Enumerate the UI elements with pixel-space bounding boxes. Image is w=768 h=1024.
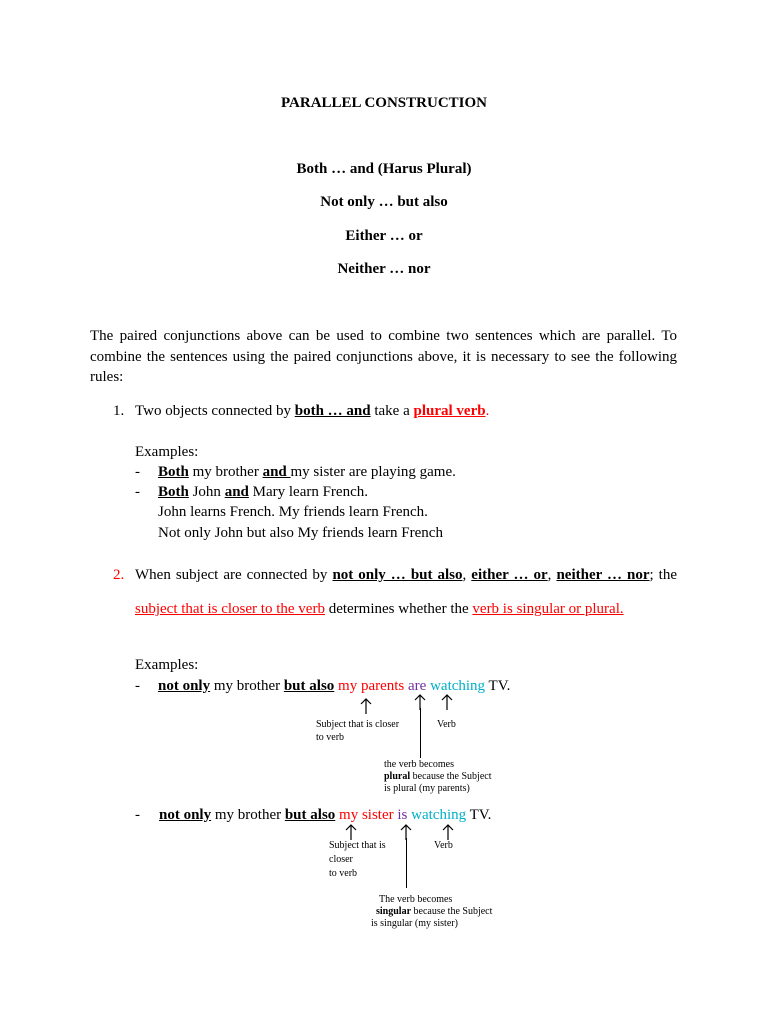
ex1-verb-note: Verb (437, 719, 456, 730)
connector-line (406, 838, 407, 888)
rule2-text-line2: subject that is closer to the verb determines whether the verb is singular or plural. (135, 601, 624, 617)
pair-both-and: Both … and (Harus Plural) (296, 161, 472, 177)
rule2-text: When subject are connected by not only … but also, either … or, neither … nor; the (135, 567, 677, 583)
rule1-ex4: Not only John but also My friends learn French (158, 525, 443, 541)
rule1-number: 1. (113, 403, 125, 419)
ex2-verb-note-3: is singular (my sister) (371, 918, 458, 929)
pair-either-or: Either … or (345, 228, 423, 244)
ex2-verb-note-2: singular because the Subject (376, 906, 493, 917)
intro-paragraph: The paired conjunctions above can be used to combine two sentences which are parallel. To combine the sentences using the paired conjunctions above, it is necessary to see the following rules: (90, 328, 677, 385)
ex2-subject-note-3: to verb (329, 868, 358, 879)
rule1-text: Two objects connected by both … and take a plural verb. (135, 403, 490, 419)
page-title: PARALLEL CONSTRUCTION (280, 95, 487, 111)
connector-line (420, 708, 421, 758)
pair-not-only-but-also: Not only … but also (320, 194, 448, 210)
rule1-ex2: Both John and Mary learn French. (158, 484, 368, 500)
ex1-subject-note-1: Subject that is closer (316, 719, 400, 730)
arrow-up-icon (360, 698, 372, 714)
rule1-ex1: Both my brother and my sister are playing game. (158, 464, 456, 480)
ex1-verb-note-1: the verb becomes (384, 759, 454, 770)
rule2-number: 2. (113, 567, 125, 583)
rule1-examples-label: Examples: (135, 444, 199, 460)
rule2-examples-label: Examples: (135, 657, 199, 673)
rule2-ex1-dash: - (135, 678, 140, 694)
ex1-subject-note-2: to verb (316, 732, 345, 743)
arrow-up-icon (442, 824, 454, 840)
ex1-verb-note-2: plural because the Subject (384, 771, 492, 782)
rule1-ex3: John learns French. My friends learn French. (158, 504, 428, 520)
ex2-subject-note-1: Subject that is (329, 840, 386, 851)
rule2-ex2-dash: - (135, 807, 140, 823)
pair-neither-nor: Neither … nor (337, 261, 431, 277)
ex2-subject-note-2: closer (329, 854, 353, 865)
arrow-up-icon (441, 694, 453, 710)
ex1-verb-note-3: is plural (my parents) (384, 783, 470, 794)
arrow-up-icon (345, 824, 357, 840)
ex2-verb-note-1: The verb becomes (379, 894, 453, 905)
rule1-ex2-dash: - (135, 484, 140, 500)
rule1-ex1-dash: - (135, 464, 140, 480)
rule2-ex1-sentence: not only my brother but also my parents are watching TV. (158, 678, 511, 694)
ex2-verb-note: Verb (434, 840, 453, 851)
rule2-ex2-sentence: not only my brother but also my sister is watching TV. (159, 807, 492, 823)
